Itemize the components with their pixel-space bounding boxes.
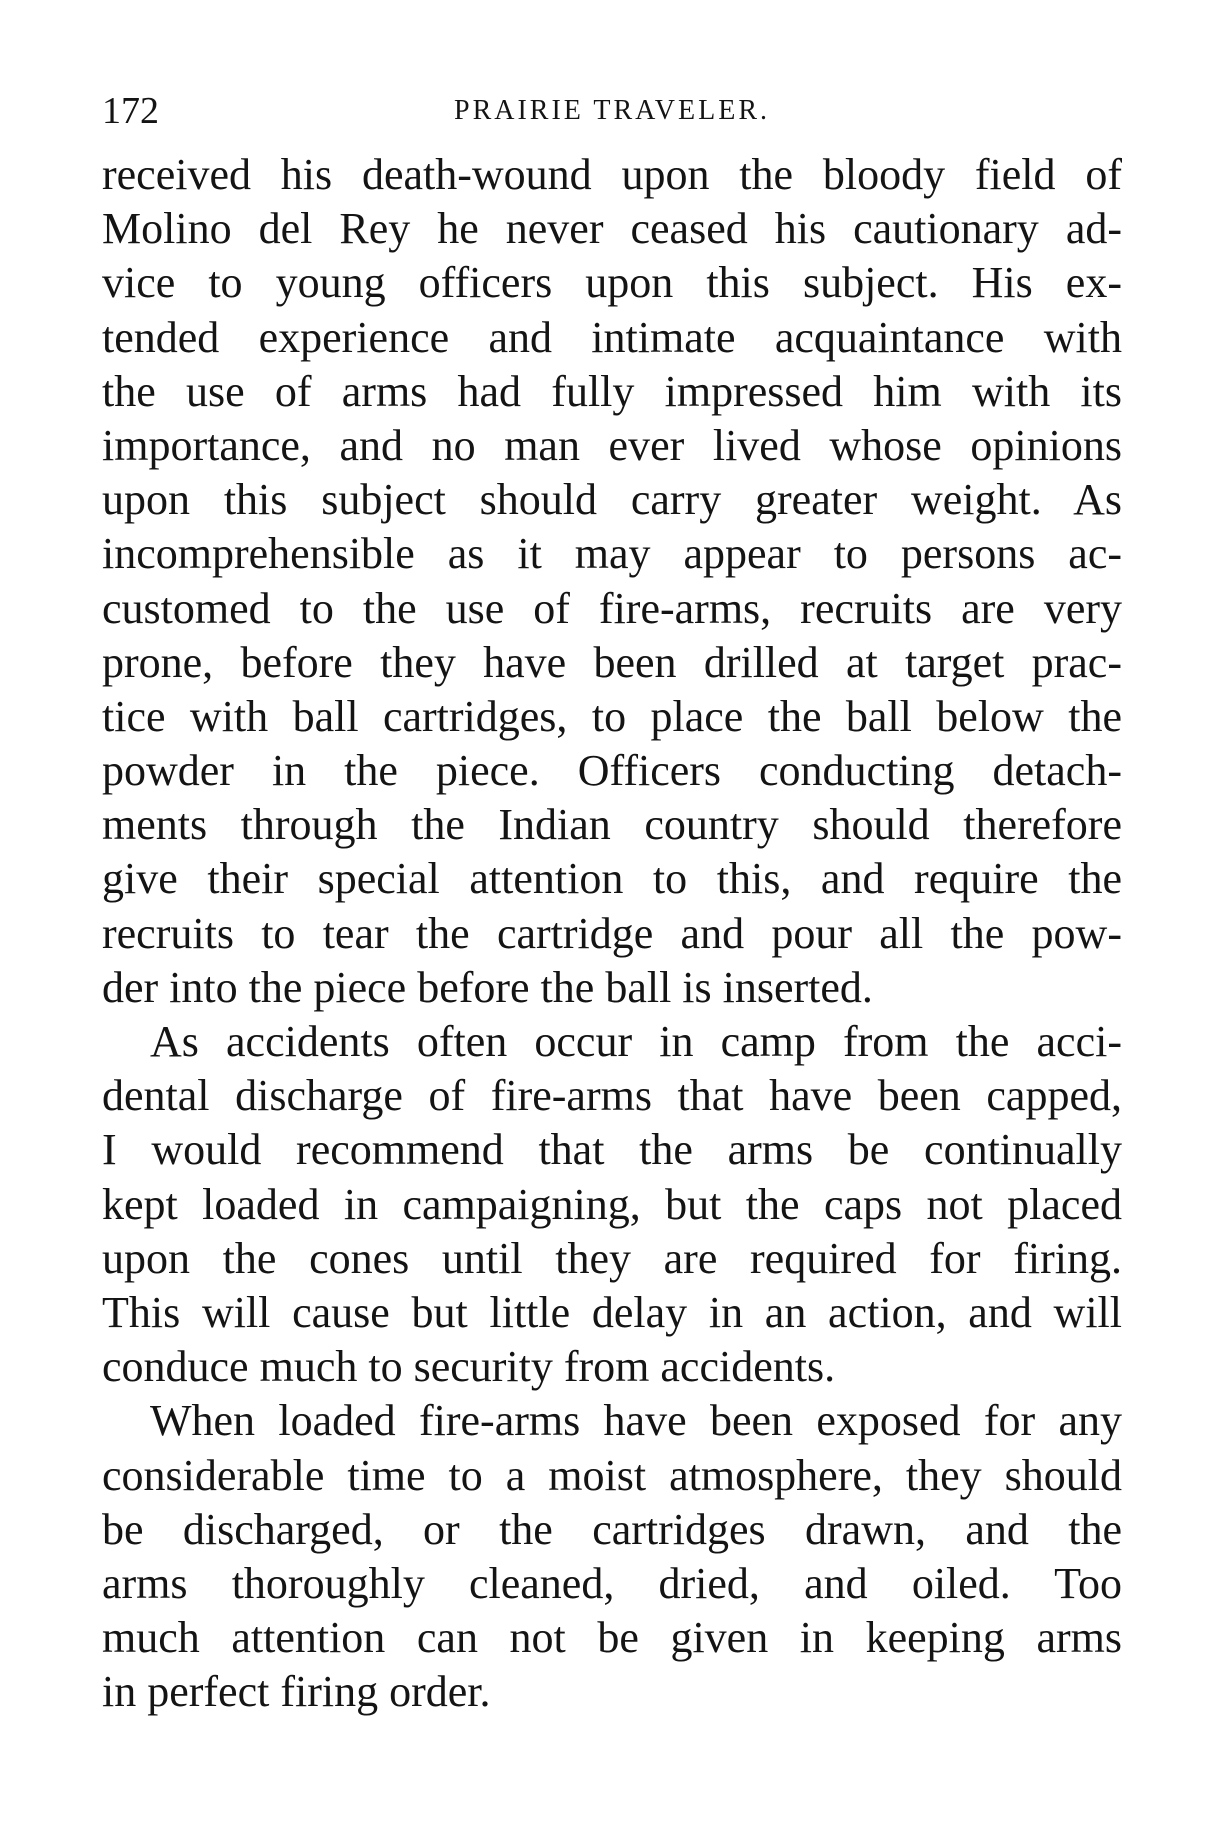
text-line: upon the cones until they are required for firing.	[102, 1233, 1122, 1283]
text-line: the use of arms had fully impressed him with its	[102, 366, 1122, 416]
text-line: As accidents often occur in camp from the acci-	[150, 1017, 1122, 1066]
text-line: tended experience and intimate acquaintance with	[102, 312, 1122, 362]
text-line: vice to young officers upon this subject. His ex-	[102, 258, 1122, 308]
text-line: Molino del Rey he never ceased his cautionary ad-	[102, 204, 1122, 254]
text-line: be discharged, or the cartridges drawn, and the	[102, 1504, 1122, 1554]
text-line: upon this subject should carry greater weight. As	[102, 475, 1122, 525]
text-line: received his death-wound upon the bloody field of	[102, 150, 1122, 199]
text-line: arms thoroughly cleaned, dried, and oiled. Too	[102, 1558, 1122, 1608]
text-line: powder in the piece. Officers conducting detach-	[102, 746, 1122, 796]
text-line: kept loaded in campaigning, but the caps not placed	[102, 1179, 1122, 1229]
page-header	[102, 86, 1122, 136]
text-line: in perfect firing order.	[102, 1667, 491, 1717]
text-line: much attention can not be given in keeping arms	[102, 1613, 1122, 1663]
text-line: ments through the Indian country should therefore	[102, 800, 1122, 850]
text-line: der into the piece before the ball is inserted.	[102, 962, 873, 1012]
text-line: customed to the use of fire-arms, recruits are very	[102, 583, 1122, 633]
page-number: 172	[102, 90, 159, 132]
text-line: recruits to tear the cartridge and pour all the pow-	[102, 908, 1122, 958]
text-line: considerable time to a moist atmosphere, they should	[102, 1450, 1122, 1500]
text-line: I would recommend that the arms be continually	[102, 1125, 1122, 1175]
text-line: dental discharge of fire-arms that have been capped,	[102, 1071, 1122, 1121]
text-line: When loaded fire-arms have been exposed for any	[150, 1396, 1122, 1446]
text-line: conduce much to security from accidents.	[102, 1342, 836, 1392]
text-line: prone, before they have been drilled at target prac-	[102, 637, 1122, 687]
text-line: importance, and no man ever lived whose opinions	[102, 420, 1122, 470]
text-line: tice with ball cartridges, to place the ball below the	[102, 691, 1122, 741]
text-line: give their special attention to this, and require the	[102, 854, 1122, 904]
body-text	[102, 148, 1122, 1719]
text-line: This will cause but little delay in an action, and will	[102, 1287, 1122, 1337]
text-line: incomprehensible as it may appear to persons ac-	[102, 529, 1122, 579]
running-head: PRAIRIE TRAVELER.	[454, 95, 770, 126]
